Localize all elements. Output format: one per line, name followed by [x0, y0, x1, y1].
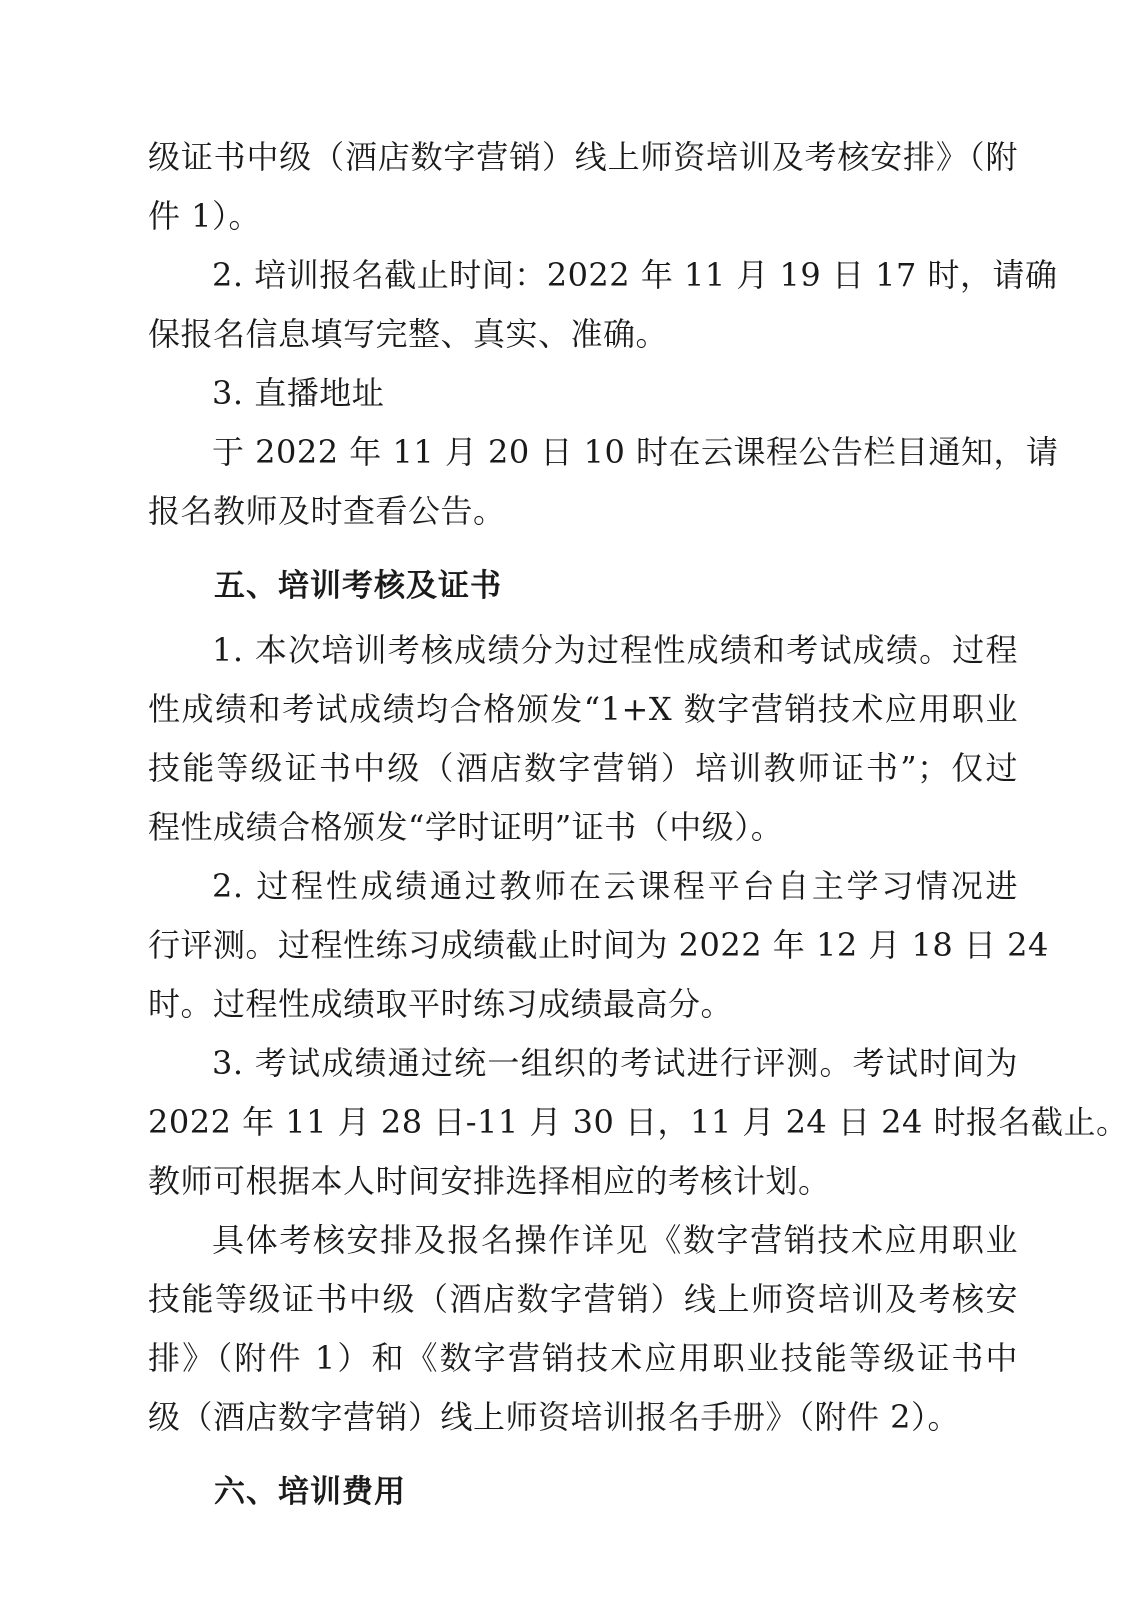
- body-line: 行评测。过程性练习成绩截止时间为 2022 年 12 月 18 日 24: [148, 926, 1049, 964]
- body-line: 程性成绩合格颁发“学时证明”证书（中级）。: [148, 808, 784, 846]
- body-line: 3. 考试成绩通过统一组织的考试进行评测。考试时间为: [212, 1044, 1018, 1082]
- body-line: 技能等级证书中级（酒店数字营销）培训教师证书”；仅过: [148, 749, 1018, 787]
- body-line: 性成绩和考试成绩均合格颁发“1+X 数字营销技术应用职业: [148, 690, 1018, 728]
- body-line: 2022 年 11 月 28 日-11 月 30 日，11 月 24 日 24 时报名截止。: [148, 1103, 1129, 1141]
- body-line: 2. 培训报名截止时间：2022 年 11 月 19 日 17 时，请确: [212, 256, 1058, 294]
- body-line: 件 1）。: [148, 197, 262, 235]
- body-line: 具体考核安排及报名操作详见《数字营销技术应用职业: [212, 1221, 1018, 1259]
- body-line: 级证书中级（酒店数字营销）线上师资培训及考核安排》（附: [148, 138, 1018, 176]
- body-line: 1. 本次培训考核成绩分为过程性成绩和考试成绩。过程: [212, 631, 1018, 669]
- body-line: 2. 过程性成绩通过教师在云课程平台自主学习情况进: [212, 867, 1018, 905]
- document-page: [148, 128, 1129, 1527]
- body-line: 级（酒店数字营销）线上师资培训报名手册》（附件 2）。: [148, 1398, 961, 1436]
- body-line: 于 2022 年 11 月 20 日 10 时在云课程公告栏目通知，请: [212, 433, 1059, 471]
- body-line: 教师可根据本人时间安排选择相应的考核计划。: [148, 1162, 831, 1200]
- body-line: 时。过程性成绩取平时练习成绩最高分。: [148, 985, 734, 1023]
- section-heading: 六、培训费用: [214, 1474, 406, 1510]
- body-line: 保报名信息填写完整、真实、准确。: [148, 315, 669, 353]
- body-line: 3. 直播地址: [212, 374, 385, 412]
- body-line: 报名教师及时查看公告。: [148, 492, 506, 530]
- body-line: 排》（附件 1）和《数字营销技术应用职业技能等级证书中: [148, 1339, 1018, 1377]
- body-line: 技能等级证书中级（酒店数字营销）线上师资培训及考核安: [148, 1280, 1018, 1318]
- section-heading: 五、培训考核及证书: [214, 568, 502, 604]
